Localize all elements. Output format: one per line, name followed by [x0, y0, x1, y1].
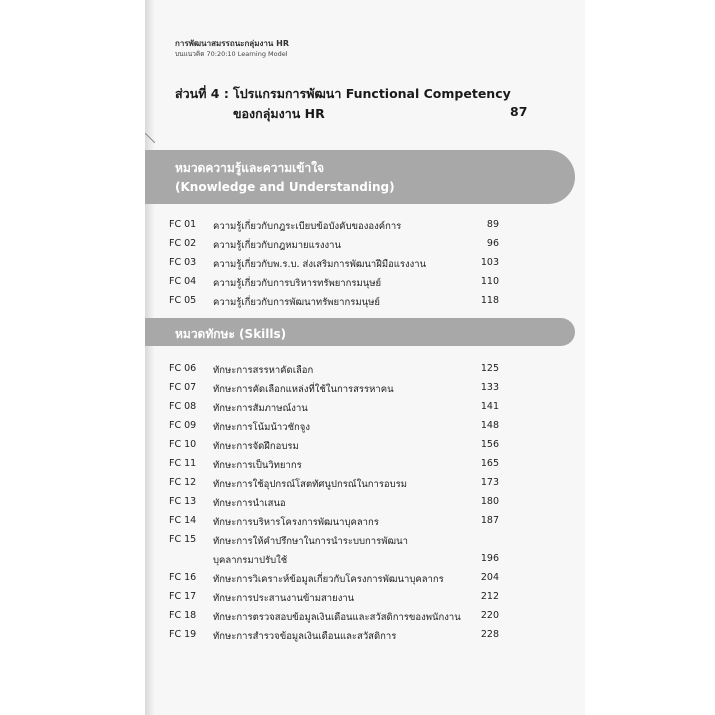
- section-banner-knowledge: [145, 150, 575, 204]
- toc-title-continued: บุคลากรมาปรับใช้: [213, 555, 288, 566]
- toc-title: ทักษะการบริหารโครงการพัฒนาบุคลากร: [213, 517, 379, 528]
- toc-page-number: 180: [480, 496, 499, 507]
- part-page-number: 87: [510, 104, 528, 119]
- section-title-english: (Knowledge and Understanding): [175, 180, 395, 194]
- toc-entry[interactable]: [169, 363, 499, 379]
- toc-title: ความรู้เกี่ยวกับกฎหมายแรงงาน: [213, 240, 341, 251]
- corner-rule-decoration: [145, 133, 155, 143]
- toc-title: ทักษะการคัดเลือกแหล่งที่ใช้ในการสรรหาคน: [213, 384, 394, 395]
- toc-code: FC 01: [169, 219, 197, 230]
- toc-page-number: 196: [480, 553, 499, 564]
- toc-code: FC 04: [169, 276, 197, 287]
- toc-code: FC 17: [169, 591, 197, 602]
- toc-entry[interactable]: [169, 420, 499, 436]
- toc-code: FC 14: [169, 515, 197, 526]
- toc-title: ทักษะการโน้มน้าวชักจูง: [213, 422, 310, 433]
- toc-page-number: 110: [480, 276, 499, 287]
- toc-title: ทักษะการให้คำปรึกษาในการนำระบบการพัฒนา: [213, 536, 408, 547]
- toc-entry[interactable]: [169, 534, 499, 570]
- toc-entry[interactable]: [169, 515, 499, 531]
- toc-title: ทักษะการวิเคราะห์ข้อมูลเกี่ยวกับโครงการพัฒนาบุคลากร: [213, 574, 444, 585]
- toc-title: ความรู้เกี่ยวกับการบริหารทรัพยากรมนุษย์: [213, 278, 382, 289]
- book-page: [145, 0, 585, 715]
- toc-entry[interactable]: [169, 276, 499, 292]
- toc-page-number: 187: [480, 515, 499, 526]
- toc-code: FC 15: [169, 534, 197, 545]
- toc-entry[interactable]: [169, 591, 499, 607]
- toc-entry[interactable]: [169, 610, 499, 626]
- toc-title: ทักษะการสรรหาคัดเลือก: [213, 365, 314, 376]
- toc-title: ความรู้เกี่ยวกับพ.ร.บ. ส่งเสริมการพัฒนาฝีมือแรงงาน: [213, 259, 427, 270]
- toc-code: FC 11: [169, 458, 197, 469]
- toc-entry[interactable]: [169, 382, 499, 398]
- running-header-subtitle: บนแนวคิด 70:20:10 Learning Model: [175, 50, 288, 58]
- toc-title: ความรู้เกี่ยวกับกฎระเบียบข้อบังคับขององค์การ: [213, 221, 402, 232]
- toc-page-number: 148: [480, 420, 499, 431]
- toc-code: FC 08: [169, 401, 197, 412]
- toc-page-number: 220: [480, 610, 499, 621]
- toc-page-number: 173: [480, 477, 499, 488]
- toc-code: FC 09: [169, 420, 197, 431]
- toc-page-number: 228: [480, 629, 499, 640]
- toc-title: ทักษะการตรวจสอบข้อมูลเงินเดือนและสวัสดิการของพนักงาน: [213, 612, 461, 623]
- toc-title: ทักษะการนำเสนอ: [213, 498, 286, 509]
- toc-title: ทักษะการเป็นวิทยากร: [213, 460, 302, 471]
- toc-title: ทักษะการใช้อุปกรณ์โสตทัศนูปกรณ์ในการอบรม: [213, 479, 408, 490]
- toc-page-number: 133: [480, 382, 499, 393]
- toc-page-number: 118: [480, 295, 499, 306]
- toc-entry[interactable]: [169, 629, 499, 645]
- toc-title: ทักษะการจัดฝึกอบรม: [213, 441, 299, 452]
- toc-entry[interactable]: [169, 219, 499, 235]
- toc-page-number: 165: [480, 458, 499, 469]
- toc-code: FC 07: [169, 382, 197, 393]
- toc-entry[interactable]: [169, 401, 499, 417]
- toc-entry[interactable]: [169, 496, 499, 512]
- toc-page-number: 204: [480, 572, 499, 583]
- section-title-thai: หมวดความรู้และความเข้าใจ: [175, 161, 325, 175]
- toc-page-number: 103: [480, 257, 499, 268]
- toc-title: ทักษะการสัมภาษณ์งาน: [213, 403, 308, 414]
- toc-title: ทักษะการสำรวจข้อมูลเงินเดือนและสวัสดิการ: [213, 631, 397, 642]
- section-title: หมวดทักษะ (Skills): [175, 327, 287, 341]
- toc-entry[interactable]: [169, 458, 499, 474]
- toc-entry[interactable]: [169, 238, 499, 254]
- toc-code: FC 06: [169, 363, 197, 374]
- toc-code: FC 13: [169, 496, 197, 507]
- toc-code: FC 03: [169, 257, 197, 268]
- spine-shadow: [145, 0, 155, 715]
- toc-title: ทักษะการประสานงานข้ามสายงาน: [213, 593, 355, 604]
- part-title-line2: ของกลุ่มงาน HR: [233, 106, 325, 121]
- toc-page-number: 125: [480, 363, 499, 374]
- toc-code: FC 18: [169, 610, 197, 621]
- toc-entry[interactable]: [169, 572, 499, 588]
- toc-code: FC 10: [169, 439, 197, 450]
- toc-title: ความรู้เกี่ยวกับการพัฒนาทรัพยากรมนุษย์: [213, 297, 380, 308]
- toc-page-number: 89: [486, 219, 499, 230]
- toc-code: FC 02: [169, 238, 197, 249]
- toc-page-number: 96: [486, 238, 499, 249]
- toc-entry[interactable]: [169, 295, 499, 311]
- toc-code: FC 05: [169, 295, 197, 306]
- section-banner-skills: [145, 318, 575, 346]
- toc-code: FC 19: [169, 629, 197, 640]
- toc-entry[interactable]: [169, 439, 499, 455]
- toc-page-number: 141: [480, 401, 499, 412]
- toc-entry[interactable]: [169, 477, 499, 493]
- toc-code: FC 12: [169, 477, 197, 488]
- toc-code: FC 16: [169, 572, 197, 583]
- running-header-title: การพัฒนาสมรรถนะกลุ่มงาน HR: [175, 39, 289, 48]
- toc-page-number: 156: [480, 439, 499, 450]
- part-title-line1: โปรแกรมการพัฒนา Functional Competency: [233, 86, 511, 101]
- toc-page-number: 212: [480, 591, 499, 602]
- part-label: ส่วนที่ 4 :: [175, 86, 229, 101]
- toc-entry[interactable]: [169, 257, 499, 273]
